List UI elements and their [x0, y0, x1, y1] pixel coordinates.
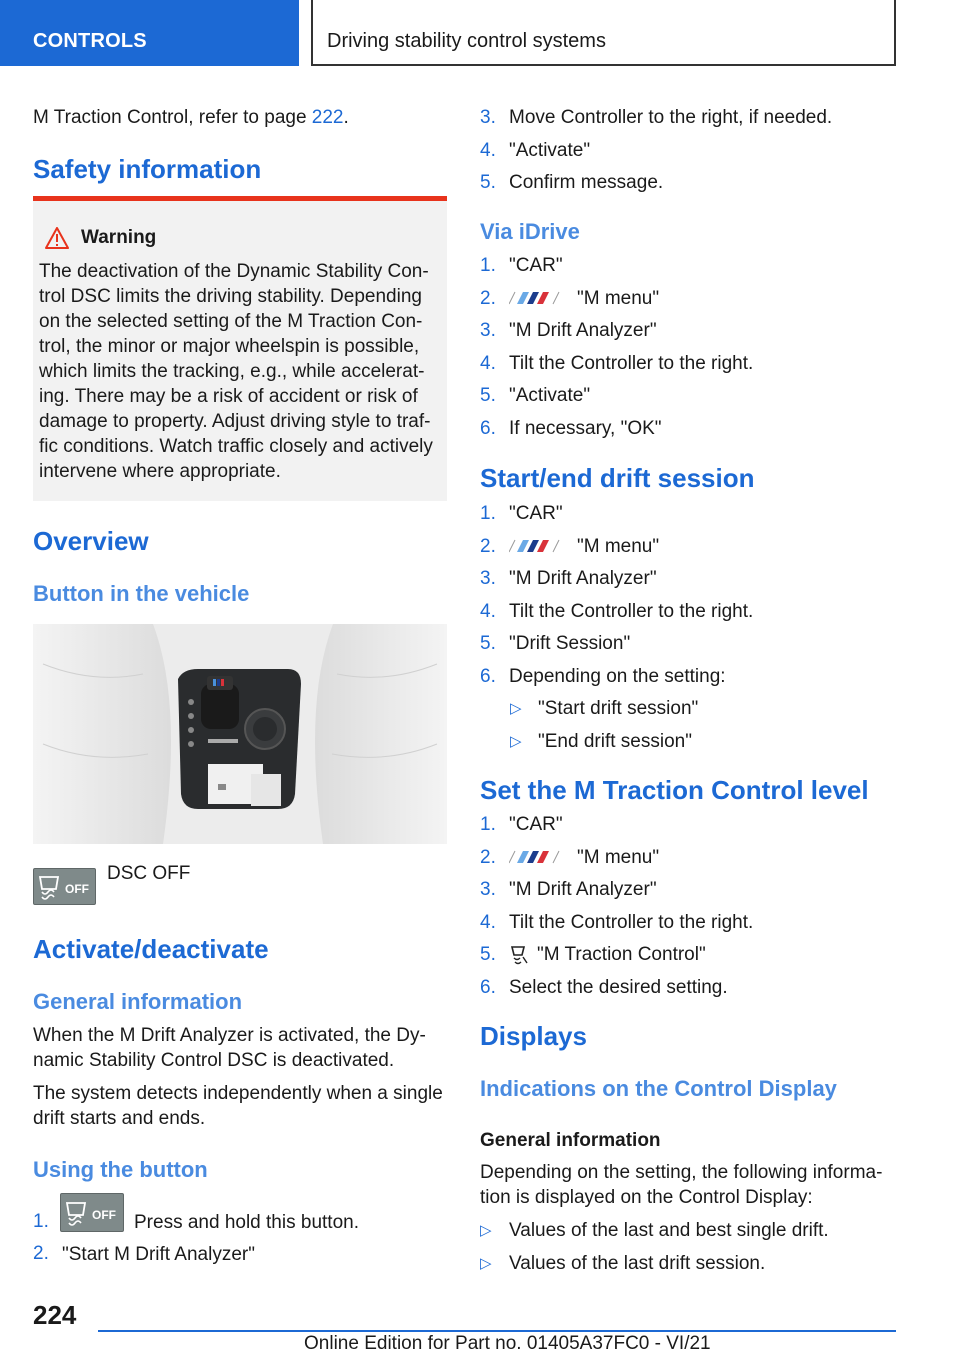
step-text: Press and hold this button.	[134, 1212, 359, 1233]
step-number: 3.	[480, 879, 496, 900]
page-header-title: Driving stability control systems	[327, 30, 606, 52]
step-number: 1.	[480, 814, 496, 835]
step-text: "M menu"	[577, 287, 660, 309]
step-text: "Start M Drift Analyzer"	[62, 1244, 255, 1265]
step-number: 5.	[480, 944, 496, 965]
step-number: 2.	[33, 1243, 49, 1264]
footer-edition: Online Edition for Part no. 01405A37FC0 - VI/21	[304, 1333, 711, 1354]
display-info-paragraph	[480, 1161, 900, 1210]
list-item	[480, 911, 753, 944]
dsc-off-button-icon	[60, 1193, 124, 1232]
idrive-steps-list	[480, 254, 753, 449]
list-item	[480, 502, 753, 535]
warning-header	[45, 227, 156, 249]
via-idrive-heading: Via iDrive	[480, 219, 580, 244]
list-item	[480, 139, 832, 172]
step-text: "M menu"	[577, 535, 660, 557]
overview-heading: Overview	[33, 526, 149, 556]
step-number: 4.	[480, 352, 496, 374]
list-item	[480, 632, 753, 665]
step-number: 2.	[480, 846, 496, 868]
display-values-list	[480, 1219, 829, 1285]
section-tab	[0, 0, 299, 66]
step-number: 5.	[480, 172, 496, 193]
step-number: 6.	[480, 417, 496, 439]
step-text: Confirm message.	[509, 172, 664, 193]
indications-heading: Indications on the Control Display	[480, 1076, 837, 1101]
step-text: Tilt the Controller to the right.	[509, 352, 754, 374]
activate-heading: Activate/deactivate	[33, 934, 269, 964]
list-item	[480, 878, 753, 911]
dsc-off-icon	[33, 868, 96, 905]
step-text: "Drift Session"	[509, 633, 631, 654]
step-number: 4.	[480, 911, 496, 933]
section-label: CONTROLS	[33, 30, 147, 52]
list-item	[480, 352, 753, 385]
safety-heading: Safety information	[33, 154, 262, 184]
warning-line: trol DSC limits the driving stability. Depending	[39, 286, 422, 307]
warning-triangle-icon	[45, 227, 69, 249]
step-text: "CAR"	[509, 255, 563, 276]
intro-end: .	[343, 107, 349, 128]
list-item	[480, 287, 753, 320]
text-line: Depending on the setting, the following informa-	[480, 1162, 883, 1183]
bullet-text: Values of the last and best single drift.	[509, 1220, 829, 1241]
page-number: 224	[33, 1300, 77, 1330]
general-info-heading: General information	[33, 989, 243, 1014]
list-item	[480, 976, 753, 1009]
step-text: "CAR"	[509, 814, 563, 835]
traction-icon	[509, 945, 529, 965]
step-number: 5.	[480, 385, 496, 406]
step-number: 6.	[480, 976, 496, 998]
list-item	[480, 319, 753, 352]
list-item	[480, 535, 753, 568]
warning-label: Warning	[81, 227, 157, 248]
step-text: Tilt the Controller to the right.	[509, 911, 754, 933]
warning-line: damage to property. Adjust driving style to traf-	[39, 411, 431, 432]
list-sub-item	[480, 730, 753, 763]
displays-heading: Displays	[480, 1021, 587, 1051]
step-text: "Activate"	[509, 139, 591, 161]
text-line: tion is displayed on the Control Display:	[480, 1186, 813, 1208]
general-info-subheading: General information	[480, 1130, 661, 1151]
warning-line: which limits the tracking, e.g., while accelerat-	[39, 361, 425, 382]
step-text: "M Drift Analyzer"	[509, 320, 657, 341]
step-text: Depending on the setting:	[509, 665, 726, 687]
step-number: 4.	[480, 139, 496, 161]
page-link[interactable]: 222	[311, 107, 344, 128]
step-text: "Activate"	[509, 385, 591, 406]
console-illustration	[33, 624, 447, 844]
general-paragraph-2	[33, 1082, 453, 1131]
list-item	[480, 384, 753, 417]
list-item	[480, 813, 753, 846]
step-text: Select the desired setting.	[509, 976, 728, 998]
activation-steps-list	[480, 106, 832, 204]
text-line: drift starts and ends.	[33, 1107, 206, 1129]
list-item	[480, 171, 832, 204]
warning-line: ing. There may be a risk of accident or risk of	[39, 386, 418, 407]
traction-steps-list	[480, 813, 753, 1008]
icon-off-text: OFF	[65, 882, 89, 896]
step-number: 2.	[480, 287, 496, 309]
bullet-marker: ▷	[510, 732, 522, 750]
list-item	[480, 417, 753, 450]
list-sub-item	[480, 697, 753, 730]
step-number: 3.	[480, 107, 496, 128]
list-item	[480, 254, 753, 287]
step-number: 1.	[480, 255, 496, 276]
step-number: 3.	[480, 568, 496, 589]
step-text: "M menu"	[577, 846, 660, 868]
text-line: When the M Drift Analyzer is activated, the Dy-	[33, 1025, 426, 1046]
step-text: Move Controller to the right, if needed.	[509, 107, 833, 128]
warning-line: on the selected setting of the M Traction Con-	[39, 311, 423, 332]
traction-level-heading: Set the M Traction Control level	[480, 775, 869, 805]
intro-paragraph	[33, 106, 349, 131]
step-number: 1.	[480, 503, 496, 524]
page-header	[311, 0, 896, 66]
icon-off-text: OFF	[92, 1208, 116, 1222]
bullet-marker: ▷	[510, 700, 522, 717]
step-text: Tilt the Controller to the right.	[509, 600, 754, 622]
list-item	[480, 846, 753, 879]
dsc-off-label: DSC OFF	[107, 863, 191, 884]
step-text: "M Drift Analyzer"	[509, 568, 657, 589]
warning-line: trol, the minor or major wheelspin is possible,	[39, 336, 420, 357]
button-heading: Button in the vehicle	[33, 581, 250, 606]
using-button-heading: Using the button	[33, 1157, 208, 1182]
list-item	[480, 1252, 829, 1285]
warning-line: The deactivation of the Dynamic Stability Con-	[39, 261, 429, 282]
text-line: The system detects independently when a single	[33, 1083, 443, 1104]
text-line: namic Stability Control DSC is deactivated.	[33, 1049, 395, 1071]
list-item	[480, 106, 832, 139]
step-number: 5.	[480, 633, 496, 654]
list-item	[480, 567, 753, 600]
step-text: "M Drift Analyzer"	[509, 879, 657, 900]
list-item	[480, 1219, 829, 1252]
m-menu-icon	[509, 539, 563, 553]
step-text: "M Traction Control"	[537, 944, 706, 965]
bullet-marker: ▷	[480, 1222, 492, 1239]
step-number: 3.	[480, 320, 496, 341]
warning-line: fic conditions. Watch traffic closely and actively	[39, 436, 433, 457]
footer-divider	[98, 1330, 896, 1332]
list-item	[480, 665, 753, 698]
bullet-text: Values of the last drift session.	[509, 1253, 766, 1274]
m-menu-icon	[509, 850, 563, 864]
session-steps-list	[480, 502, 753, 762]
m-menu-icon	[509, 291, 563, 305]
list-item	[480, 600, 753, 633]
center-console-photo	[33, 624, 447, 844]
step-text: "End drift session"	[538, 730, 692, 752]
warning-box	[33, 196, 447, 501]
general-paragraph-1	[33, 1024, 453, 1073]
step-text: "CAR"	[509, 503, 563, 524]
step-text: "Start drift session"	[538, 698, 699, 719]
warning-line: intervene where appropriate.	[39, 461, 281, 482]
drift-session-heading: Start/end drift session	[480, 463, 755, 493]
step-number: 2.	[480, 535, 496, 557]
intro-text: M Traction Control, refer to page	[33, 107, 312, 128]
warning-text	[39, 259, 439, 484]
step-number: 1.	[33, 1211, 49, 1232]
list-item	[480, 943, 753, 976]
step-number: 6.	[480, 665, 496, 687]
step-number: 4.	[480, 600, 496, 622]
bullet-marker: ▷	[480, 1255, 492, 1272]
step-text: If necessary, "OK"	[509, 417, 662, 439]
